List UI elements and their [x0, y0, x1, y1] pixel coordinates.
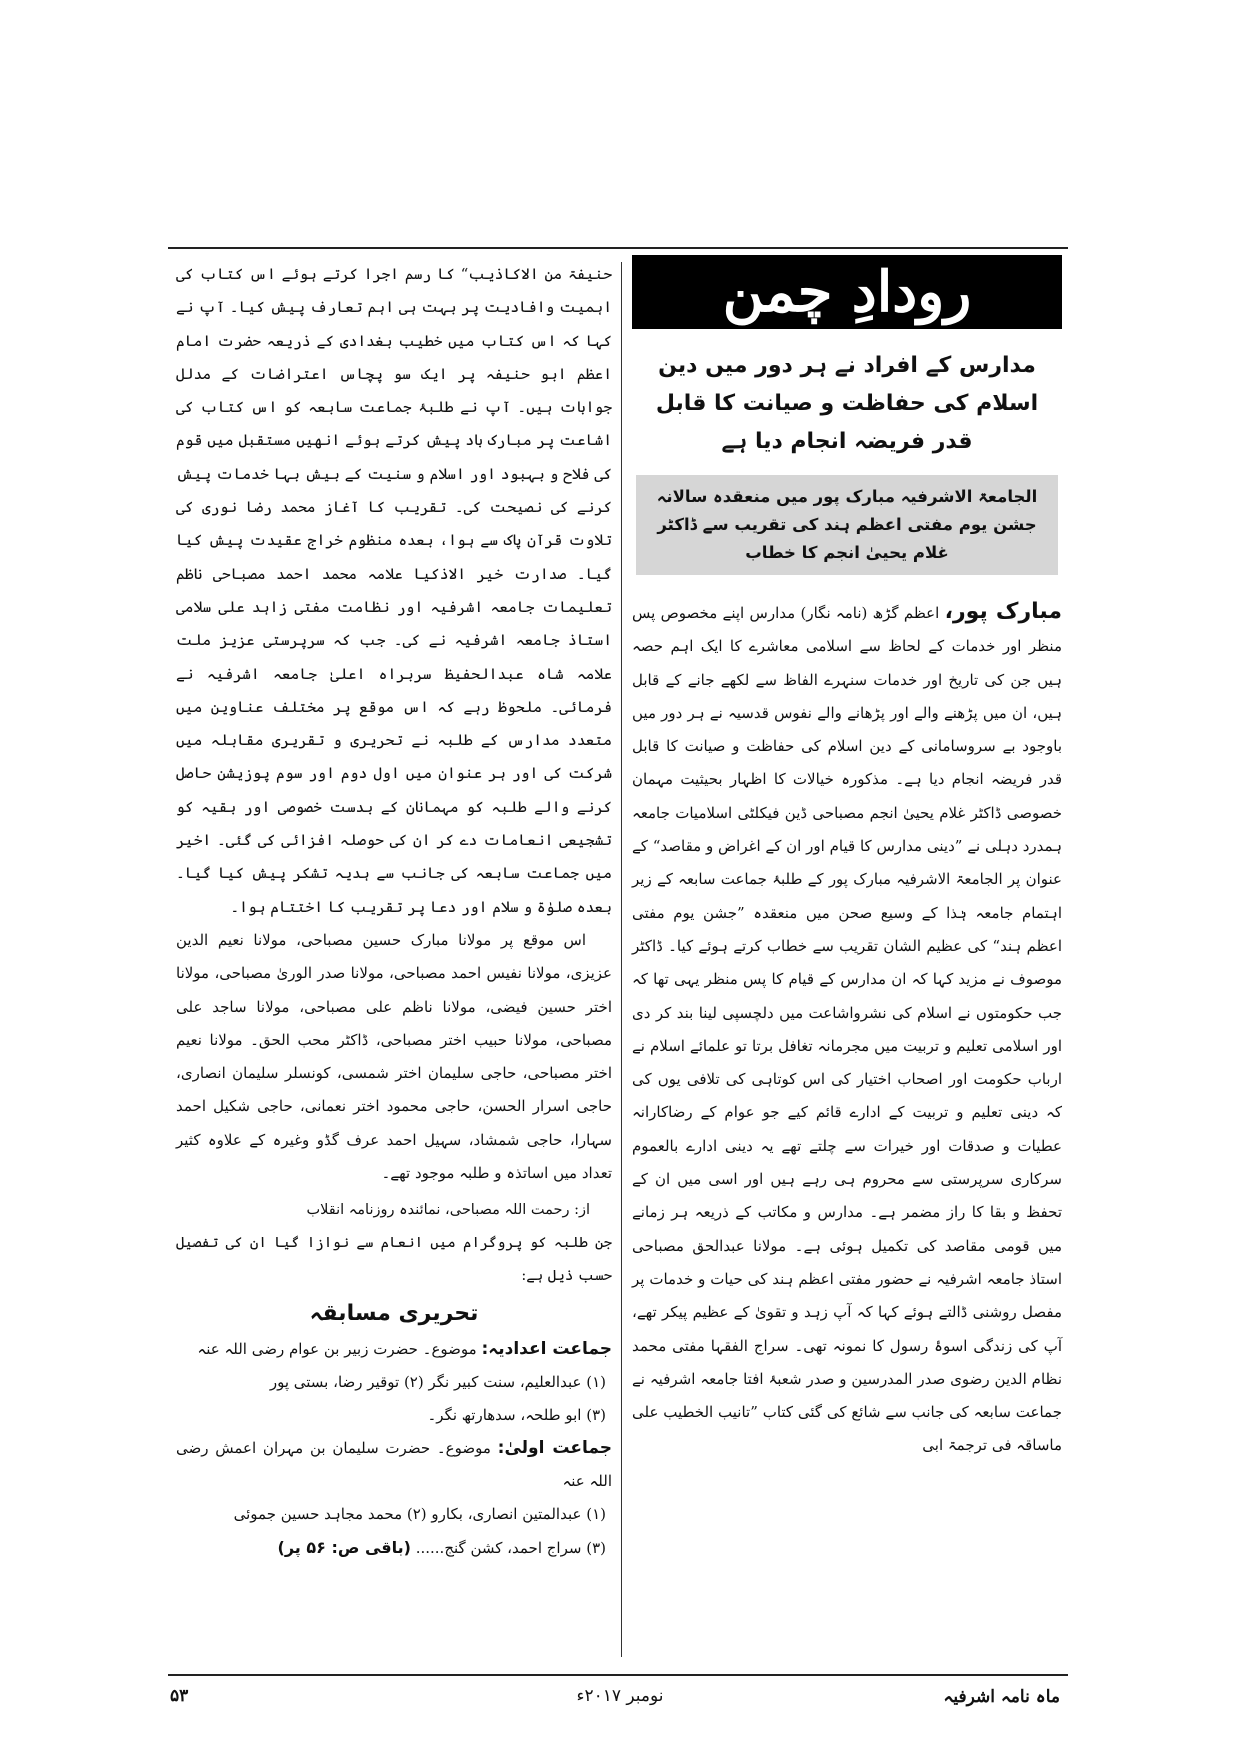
article-headline: مدارس کے افراد نے ہر دور میں دین اسلام کی حفاظت و صیانت کا قابل قدر فریضہ انجام دیا ہے — [655, 353, 1039, 454]
winner-line-text: (۳) سراج احمد، کشن گنج...... — [415, 1539, 606, 1558]
group-heading — [176, 1333, 612, 1366]
winner-line: (۱) عبدالعلیم، سنت کبیر نگر (۲) توقیر رضا، بستی پور — [269, 1373, 606, 1392]
top-rule — [168, 247, 1068, 249]
group-topic: موضوع۔ حضرت زبیر بن عوام رضی اللہ عنہ — [197, 1340, 477, 1359]
article-paragraph-2: حنیفۃ من الاکاذیب“ کا رسم اجرا کرتے ہوئے اس کتاب کی اہمیت وافادیت پر بہت ہی اہم تعارف پیش کیا۔ آپ نے کہا کہ اس کتاب میں خطیب بغدادی کے ذریعہ حضرت امام اعظم ابو حنیفہ پر ایک سو پچاس اعتراضات کے مدلل جوابات ہیں۔ آپ نے طلبۂ جماعت سابعہ کو اس کتاب کی اشاعت پر مبارک باد پیش کرتے ہوئے انھیں مستقبل میں قوم کی فلاح و بہبود اور اسلام و سنیت کے بیش بہا خدمات پیش کرنے کی نصیحت کی۔ تقریب کا آغاز محمد رضا نوری کی تلاوت قرآن پاک سے ہوا، بعدہ منظوم خراج عقیدت پیش کیا گیا۔ صدارت خیر الاذکیا علامہ محمد احمد مصباحی ناظم تعلیمات جامعہ اشرفیہ اور نظامت مفتی زاہد علی سلامی استاذ جامعہ اشرفیہ نے کی۔ جب کہ سرپرستی عزیز ملت علامہ شاہ عبدالحفیظ سربراہ اعلیٰ جامعہ اشرفیہ نے فرمائی۔ ملحوظ رہے کہ اس موقع پر مختلف عناوین میں متعدد مدارس کے طلبہ نے تحریری و تقریری مقابلہ میں شرکت کی اور ہر عنوان میں اول دوم اور سوم پوزیشن حاصل کرنے والے طلبہ کو مہمانان کے بدست خصوصی اور بقیہ کو تشجیعی انعامات دے کر ان کی حوصلہ افزائی کی گئی۔ اخیر میں جماعت سابعہ کی جانب سے ہدیہ تشکر پیش کیا گیا۔ بعدہ صلوٰۃ و سلام اور دعا پر تقریب کا اختتام ہوا۔ — [176, 265, 612, 916]
continued-note: (باقی ص: ۵۶ پر) — [277, 1538, 411, 1558]
results-intro: جن طلبہ کو پروگرام میں انعام سے نوازا گیا ان کی تفصیل حسب ذیل ہے: — [176, 1235, 612, 1285]
winner-line: (۳) ابو طلحہ، سدھارتھ نگر۔ — [427, 1406, 606, 1425]
bottom-rule — [168, 1674, 1068, 1676]
dateline: مبارک پور، — [944, 599, 1062, 624]
banner-title: رودادِ چمن — [722, 259, 972, 325]
group-topic: موضوع۔ حضرت سلیمان بن مہران اعمش رضی اللہ عنہ — [176, 1439, 612, 1491]
right-column — [632, 255, 1062, 1463]
column-divider — [621, 262, 622, 1657]
competition-title: تحریری مسابقہ — [309, 1301, 479, 1327]
article-paragraph-1: اعظم گڑھ (نامہ نگار) مدارس اپنے مخصوص پس منظر اور خدمات کے لحاظ سے اسلامی معاشرے کا ایک اہم حصہ ہیں جن کی تاریخ اور خدمات سنہرے الفاظ سے لکھے جانے کے قابل ہیں، ان میں پڑھنے والے اور پڑھانے والے نفوس قدسیہ نے ہر دور میں باوجود بے سروسامانی کے دین اسلام کی حفاظت و صیانت کا قابل قدر فریضہ انجام دیا ہے۔ مذکورہ خیالات کا اظہار بحیثیت مہمان خصوصی ڈاکٹر غلام یحییٰ انجم مصباحی ڈین فیکلٹی اسلامیات جامعہ ہمدرد دہلی نے ”دینی مدارس کا قیام اور ان کے اغراض و مقاصد“ کے عنوان پر الجامعۃ الاشرفیہ مبارک پور کے طلبۂ جماعت سابعہ کے زیر اہتمام جامعہ ہٰذا کے وسیع صحن میں منعقدہ ”جشن یوم مفتی اعظم ہند“ کی عظیم الشان تقریب سے خطاب کرتے ہوئے کیا۔ ڈاکٹر موصوف نے مزید کہا کہ ان مدارس کے قیام کا پس منظر یہی تھا کہ جب حکومتوں نے اسلام کی نشرواشاعت میں دلچسپی لینا بند کر دی اور اسلامی تعلیم و تربیت میں مجرمانہ تغافل برتا تو علمائے اسلام نے ارباب حکومت اور اصحاب اختیار کی اس کوتاہی کی تلافی یوں کی کہ دینی تعلیم و تربیت کے ادارے قائم کیے جو عوام کے رضاکارانہ عطیات و صدقات اور خیرات سے چلتے تھے یہ دینی ادارے بالعموم سرکاری سرپرستی سے محروم ہی رہے ہیں اور اسی میں ان کے تحفظ و بقا کا راز مضمر ہے۔ مدارس و مکاتب کے ذریعہ ہر زمانے میں قومی مقاصد کی تکمیل ہوئی ہے۔ مولانا عبدالحق مصباحی استاذ جامعہ اشرفیہ نے حضور مفتی اعظم ہند کی حیات و خدمات پر مفصل روشنی ڈالتے ہوئے کہا کہ آپ زہد و تقویٰ کے عظیم پیکر تھے، آپ کی زندگی اسوۂ رسول کا نمونہ تھی۔ سراج الفقہا مفتی محمد نظام الدین رضوی صدر المدرسین و صدر شعبۂ افتا جامعہ اشرفیہ نے جماعت سابعہ کی جانب سے شائع کی گئی کتاب ”تانیب الخطیب علی ماساقہ فی ترجمۃ ابی — [632, 604, 1062, 1455]
group-label: جماعت اولیٰ: — [497, 1438, 612, 1459]
footer-date: نومبر ۲۰۱۷ء — [576, 1686, 664, 1706]
group-heading — [176, 1432, 612, 1498]
article-body-start — [632, 595, 1062, 1463]
byline: از: رحمت اللہ مصباحی، نمائندہ روزنامہ انقلاب — [306, 1202, 590, 1219]
footer-page-number: ۵۳ — [170, 1686, 189, 1706]
article-paragraph-3: اس موقع پر مولانا مبارک حسین مصباحی، مولانا نعیم الدین عزیزی، مولانا نفیس احمد مصباحی، مولانا صدر الوریٰ مصباحی، مولانا اختر حسین فیضی، مولانا ناظم علی مصباحی، مولانا ساجد علی مصباحی، مولانا حبیب اختر مصباحی، ڈاکٹر محب الحق۔ مولانا نعیم اختر مصباحی، حاجی سلیمان اختر شمسی، کونسلر سلیمان انصاری، حاجی اسرار الحسن، حاجی محمود اختر نعمانی، حاجی شکیل احمد سہارا، حاجی شمشاد، سہیل احمد عرف گڈو وغیرہ کے علاوہ کثیر تعداد میں اساتذہ و طلبہ موجود تھے۔ — [176, 930, 612, 1183]
left-column — [176, 258, 612, 1565]
footer-magazine-name: ماہ نامہ اشرفیہ — [943, 1687, 1060, 1707]
section-banner — [632, 255, 1062, 329]
article-subheadline: الجامعۃ الاشرفیہ مبارک پور میں منعقدہ سالانہ جشن یوم مفتی اعظم ہند کی تقریب سے ڈاکٹر غلام یحییٰ انجم کا خطاب — [636, 475, 1058, 575]
group-label: جماعت اعدادیہ: — [481, 1339, 612, 1360]
winner-line — [176, 1531, 612, 1565]
winner-line: (۱) عبدالمتین انصاری، بکارو (۲) محمد مجاہد حسین جموئی — [233, 1505, 606, 1524]
